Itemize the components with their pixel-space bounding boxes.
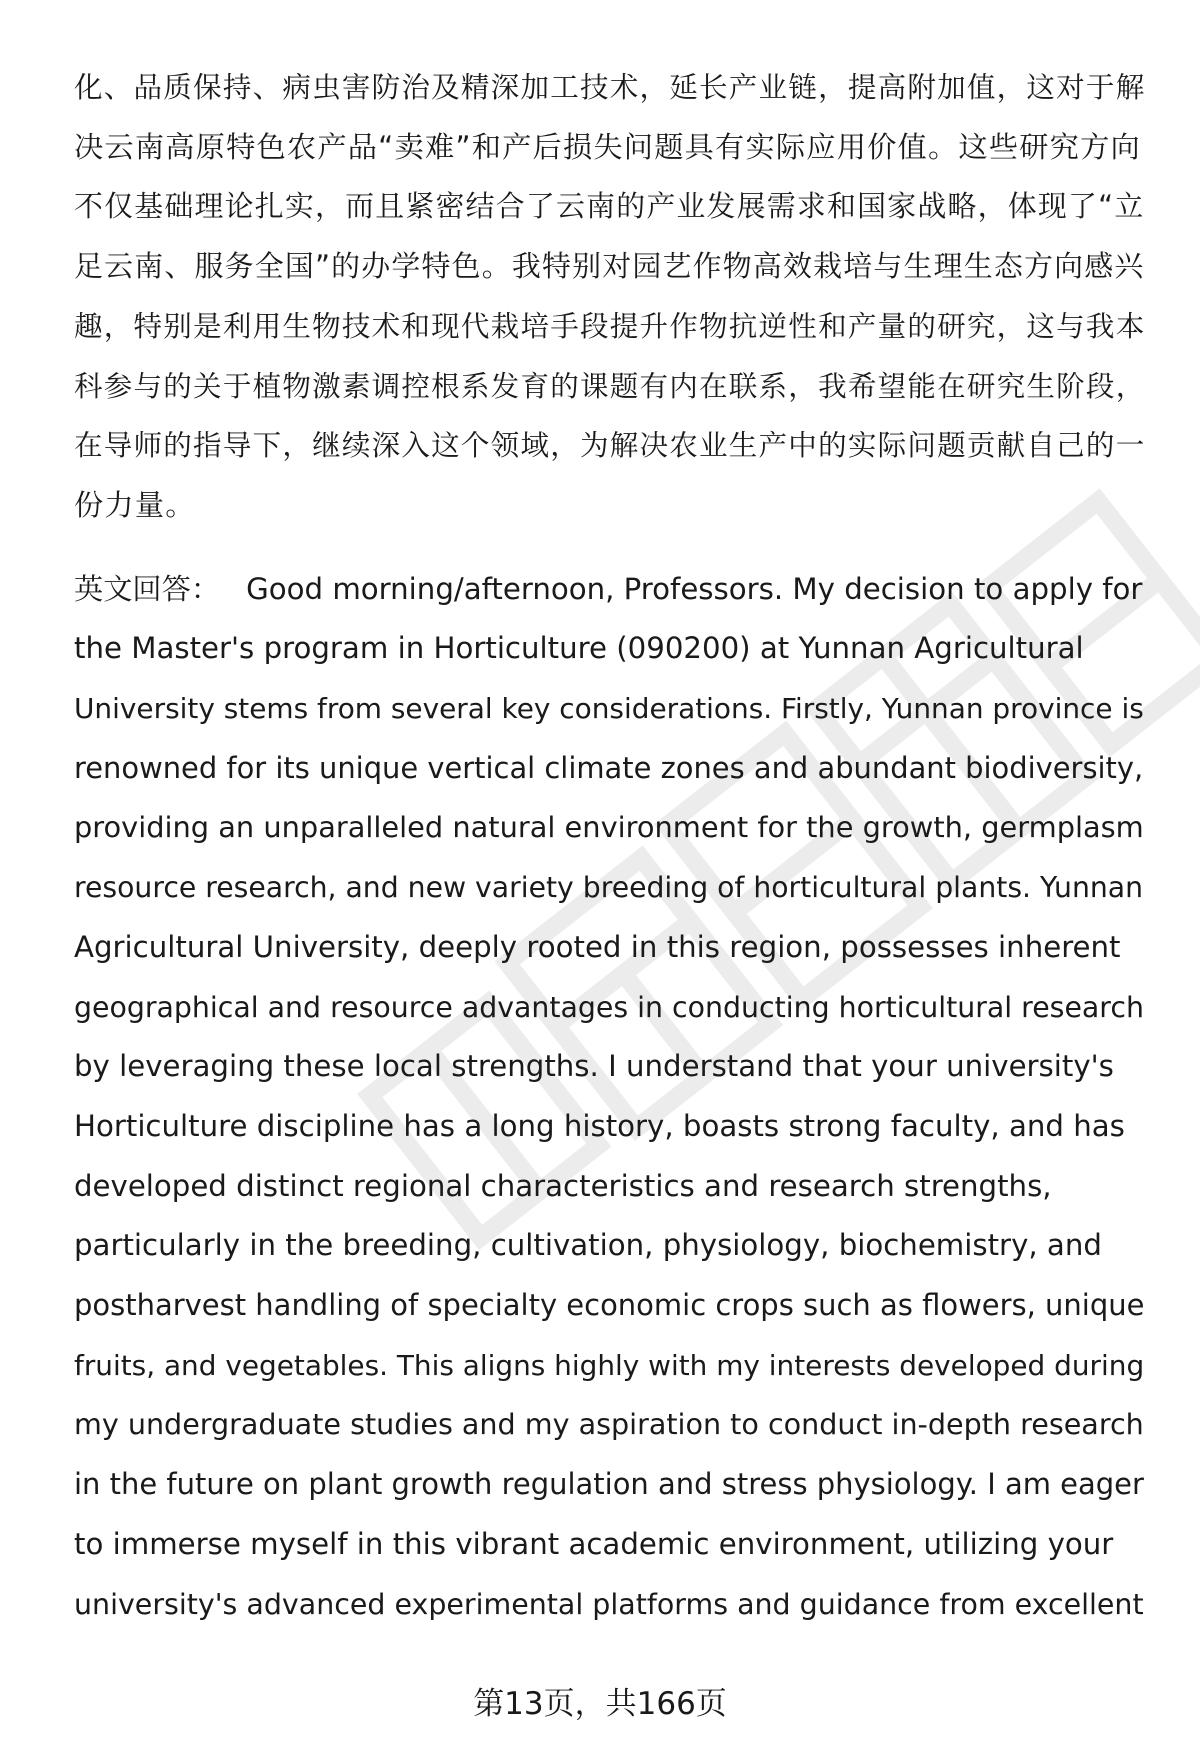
cn-line: 趣，特别是利用生物技术和现代栽培手段提升作物抗逆性和产量的研究，这与我本 (74, 308, 1146, 343)
en-line: postharvest handling of specialty economic crops such as flowers, unique (74, 1288, 1145, 1323)
en-line: developed distinct regional characteristics and research strengths, (74, 1168, 1052, 1203)
en-line: Good morning/afternoon, Professors. My decision to apply for (246, 571, 1143, 606)
cn-line: 化、品质保持、病虫害防治及精深加工技术，延长产业链，提高附加值，这对于解 (74, 70, 1146, 104)
cn-line: 决云南高原特色农产品“卖难”和产后损失问题具有实际应用价值。这些研究方向 (74, 129, 1141, 164)
en-line: particularly in the breeding, cultivation, physiology, biochemistry, and (74, 1228, 1102, 1263)
cn-line: 份力量。 (74, 487, 196, 522)
en-line: Agricultural University, deeply rooted in this region, possesses inherent (74, 929, 1121, 964)
cn-line: 在导师的指导下，继续深入这个领域，为解决农业生产中的实际问题贡献自己的一 (74, 428, 1146, 463)
english-answer-label: 英文回答： (74, 571, 221, 606)
cn-line: 足云南、服务全国”的办学特色。我特别对园艺作物高效栽培与生理生态方向感兴 (74, 249, 1145, 284)
cn-line: 不仅基础理论扎实，而且紧密结合了云南的产业发展需求和国家战略，体现了“立 (74, 189, 1145, 224)
page-number-footer: 第13页，共166页 (473, 1686, 727, 1722)
document-body (74, 58, 1154, 1634)
en-line: Horticulture discipline has a long history, boasts strong faculty, and has (74, 1108, 1125, 1143)
en-line: resource research, and new variety breeding of horticultural plants. Yunnan (74, 871, 1144, 905)
en-line: renowned for its unique vertical climate zones and abundant biodiversity, (74, 750, 1144, 785)
chinese-answer-paragraph (74, 58, 1154, 536)
en-line: University stems from several key considerations. Firstly, Yunnan province is (74, 692, 1144, 726)
en-line: university's advanced experimental platforms and guidance from excellent (74, 1587, 1144, 1621)
en-line: fruits, and vegetables. This aligns highly with my interests developed during (74, 1348, 1145, 1382)
en-line: providing an unparalleled natural environment for the growth, germplasm (74, 810, 1144, 845)
en-line: to immerse myself in this vibrant academic environment, utilizing your (74, 1526, 1114, 1561)
cn-line: 科参与的关于植物激素调控根系发育的课题有内在联系，我希望能在研究生阶段， (74, 368, 1146, 403)
en-line: geographical and resource advantages in conducting horticultural research (74, 990, 1144, 1024)
en-line: the Master's program in Horticulture (090200) at Yunnan Agricultural (74, 631, 1084, 666)
en-line: in the future on plant growth regulation and stress physiology. I am eager (74, 1467, 1144, 1502)
en-line: by leveraging these local strengths. I understand that your university's (74, 1049, 1114, 1084)
en-first-line (74, 560, 1154, 620)
english-answer-paragraph (74, 560, 1154, 1635)
en-line: my undergraduate studies and my aspiration to conduct in-depth research (74, 1407, 1144, 1442)
